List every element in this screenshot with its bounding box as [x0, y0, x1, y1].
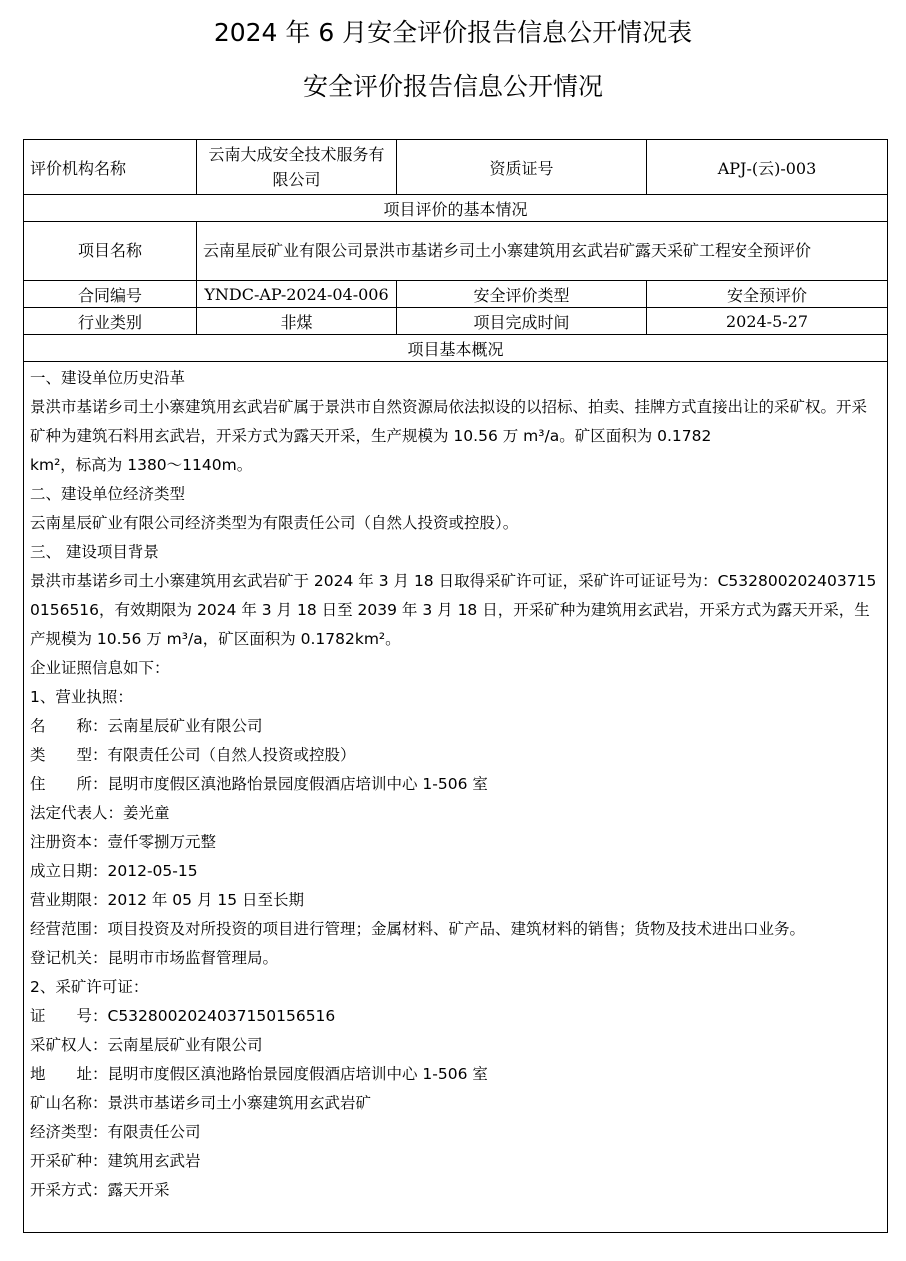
overview-line: 经济类型：有限责任公司 [30, 1123, 201, 1141]
cert-value: APJ-(云)-003 [647, 140, 888, 195]
complete-value: 2024-5-27 [647, 308, 888, 335]
overview-line: 证 号：C5328002024037150156516 [30, 1007, 336, 1025]
org-label: 评价机构名称 [24, 140, 197, 195]
overview-line: 三、 建设项目背景 [30, 543, 159, 561]
overview-line: 一、建设单位历史沿革 [30, 369, 186, 387]
overview-line: 营业期限：2012 年 05 月 15 日至长期 [30, 891, 305, 909]
info-table [23, 139, 888, 1233]
overview-line: 类 型：有限责任公司（自然人投资或控股） [30, 746, 356, 764]
cert-label: 资质证号 [397, 140, 647, 195]
overview-line: 名 称：云南星辰矿业有限公司 [30, 717, 263, 735]
overview-line: 云南星辰矿业有限公司经济类型为有限责任公司（自然人投资或控股）。 [30, 514, 519, 532]
table-row [24, 281, 888, 308]
page-title: 2024 年 6 月安全评价报告信息公开情况表 [213, 18, 693, 47]
industry-value: 非煤 [197, 308, 397, 335]
table-row [24, 308, 888, 335]
basic-info-header: 项目评价的基本情况 [24, 195, 888, 222]
complete-label: 项目完成时间 [397, 308, 647, 335]
table-row [24, 335, 888, 362]
overview-body [24, 362, 888, 1233]
table-row [24, 362, 888, 1233]
contract-label: 合同编号 [24, 281, 197, 308]
overview-line: 企业证照信息如下： [30, 659, 170, 677]
project-label: 项目名称 [24, 222, 197, 281]
overview-line: 开采矿种：建筑用玄武岩 [30, 1152, 201, 1170]
eval-type-label: 安全评价类型 [397, 281, 647, 308]
overview-line: 二、建设单位经济类型 [30, 485, 186, 503]
org-value: 云南大成安全技术服务有限公司 [197, 140, 397, 195]
overview-line: 矿山名称：景洪市基诺乡司土小寨建筑用玄武岩矿 [30, 1094, 372, 1112]
overview-paragraph: 景洪市基诺乡司土小寨建筑用玄武岩矿属于景洪市自然资源局依法拟设的以招标、拍卖、挂牌方式直接出让的采矿权。开采矿种为建筑石料用玄武岩，开采方式为露天开采，生产规模为 10.56 万 m³/a。矿区面积为 0.1782 [30, 398, 868, 445]
overview-line: 开采方式：露天开采 [30, 1181, 170, 1199]
overview-line: 登记机关：昆明市市场监督管理局。 [30, 949, 279, 967]
overview-line: km²，标高为 1380～1140m。 [30, 456, 253, 474]
page-subtitle: 安全评价报告信息公开情况 [302, 72, 603, 101]
table-row [24, 222, 888, 281]
project-value: 云南星辰矿业有限公司景洪市基诺乡司土小寨建筑用玄武岩矿露天采矿工程安全预评价 [197, 222, 888, 281]
overview-line: 地 址：昆明市度假区滇池路怡景园度假酒店培训中心 1-506 室 [30, 1065, 488, 1083]
industry-label: 行业类别 [24, 308, 197, 335]
overview-line: 2、采矿许可证： [30, 978, 149, 996]
table-row [24, 195, 888, 222]
overview-line: 法定代表人：姜光童 [30, 804, 170, 822]
table-row [24, 140, 888, 195]
overview-paragraph: 景洪市基诺乡司土小寨建筑用玄武岩矿于 2024 年 3 月 18 日取得采矿许可证，采矿许可证证号为：C5328002024037150156516，有效期限为 2024 年 3 月 18 日至 2039 年 3 月 18 日，开采矿种为建筑用玄武岩，开采方式为露天开采，生产规模为 10.56 万 m³/a，矿区面积为 0.1782km²。 [30, 572, 877, 648]
overview-line: 注册资本：壹仟零捌万元整 [30, 833, 217, 851]
overview-line: 成立日期：2012-05-15 [30, 862, 198, 880]
overview-line: 1、营业执照： [30, 688, 133, 706]
eval-type-value: 安全预评价 [647, 281, 888, 308]
overview-paragraph: 经营范围：项目投资及对所投资的项目进行管理；金属材料、矿产品、建筑材料的销售；货物及技术进出口业务。 [30, 920, 806, 938]
contract-value: YNDC-AP-2024-04-006 [197, 281, 397, 308]
overview-line: 采矿权人：云南星辰矿业有限公司 [30, 1036, 263, 1054]
overview-line: 住 所：昆明市度假区滇池路怡景园度假酒店培训中心 1-506 室 [30, 775, 488, 793]
overview-header: 项目基本概况 [24, 335, 888, 362]
